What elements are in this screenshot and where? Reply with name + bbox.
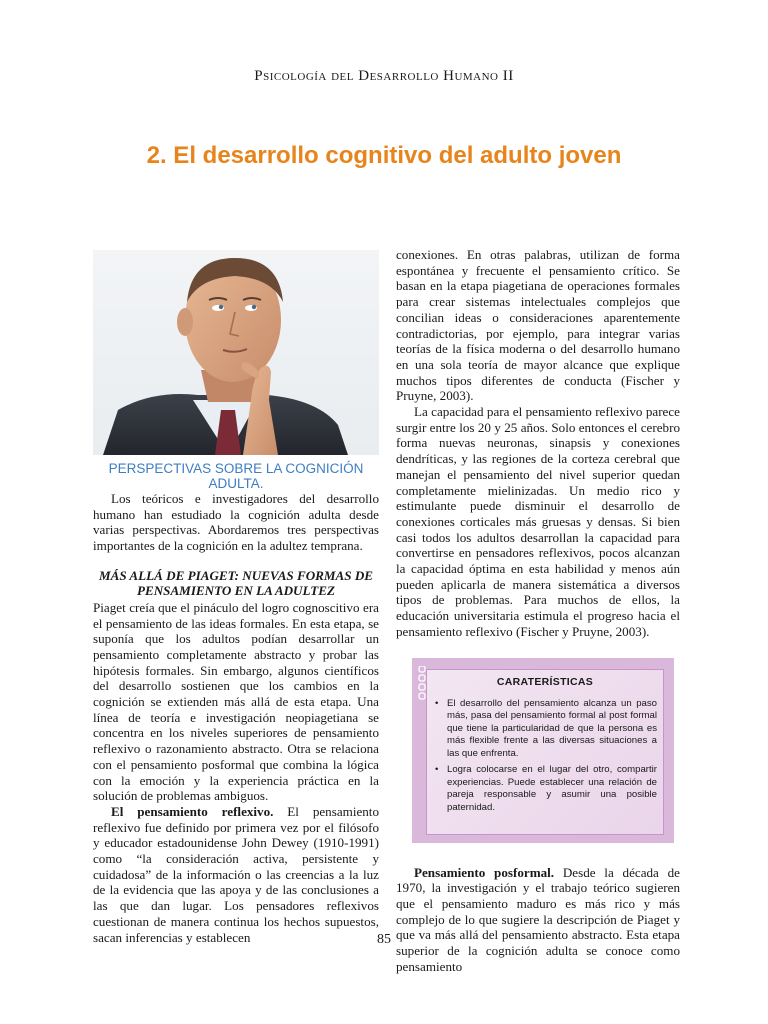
bullet-icon: •	[435, 697, 439, 709]
reflexive-text: El pensamiento reflexivo fue definido por primera vez por el filósofo y educador estadounidense John Dewey (1910-1991) como “la consideración activa, persistente y cuidadosa” de la información o las creencias a la luz de la evidencia que las apoya y de las conclusiones a las que dan lugar. Los pensadores reflexivos cuestionan de manera continua los hechos supuestos, sacan inferencias y establecen	[93, 803, 379, 945]
man-thinking-illustration	[93, 250, 379, 455]
intro-paragraph: Los teóricos e investigadores del desarrollo humano han estudiado la cognición adulta desde varias perspectivas. Abordaremos tres perspectivas importantes de la cognición en la adultez temprana.	[93, 491, 379, 554]
decorative-chain-icon	[418, 666, 426, 706]
subheading: MÁS ALLÁ DE PIAGET: NUEVAS FORMAS DE PENSAMIENTO EN LA ADULTEZ	[98, 567, 374, 598]
list-item-text: El desarrollo del pensamiento alcanza un paso más, pasa del pensamiento formal al post formal que tiene la particularidad de que la persona es más flexible frente a las diversas situaciones a las que enfrenta.	[447, 697, 657, 759]
list-item-text: Logra colocarse en el lugar del otro, compartir experiencias. Puede establecer una relación de pareja responsable y asumir una posible paternidad.	[447, 764, 657, 813]
section-heading: PERSPECTIVAS SOBRE LA COGNICIÓN ADULTA.	[108, 461, 364, 491]
characteristics-box-inner	[426, 669, 664, 835]
running-header: Psicología del Desarrollo Humano II	[254, 68, 514, 84]
reflexive-paragraph	[93, 804, 379, 945]
postformal-text: Desde la década de 1970, la investigación y el trabajo teórico sugieren que el pensamiento maduro es más rico y más complejo de lo que sugiere la descripción de Piaget y que va más allá del pensamiento abstracto. Esta etapa superior de la cognición adulta se conoce como pensamiento	[396, 864, 680, 974]
right-column	[396, 247, 680, 975]
box-title: CARATERÍSTICAS	[496, 675, 594, 688]
characteristics-list	[433, 698, 657, 815]
list-item	[433, 764, 657, 814]
man-thinking-photo	[93, 250, 379, 455]
list-item	[433, 698, 657, 761]
left-column	[93, 250, 379, 945]
characteristics-box	[412, 658, 674, 843]
postformal-label: Pensamiento posformal.	[414, 864, 555, 880]
reflexive-age-paragraph: La capacidad para el pensamiento reflexivo parece surgir entre los 20 y 25 años. Solo entonces el cerebro forma nuevas neuronas, sinapsis y conexiones dendríticas, y las regiones de la corteza cerebral que manejan el pensamiento del nivel superior quedan completamente mielinizadas. Un medio rico y estimulante puede disminuir el desarrollo de conexiones corticales más gruesas y densas. Si bien casi todos los adultos desarrollan la capacidad para convertirse en pensadores reflexivos, pocos alcanzan la capacidad óptima en esta habilidad y menos aún pueden aplicarla de manera sistemática a diversos tipos de problemas. Para muchos de ellos, la educación universitaria estimula el progreso hacia el pensamiento reflexivo (Fischer y Pruyne, 2003).	[396, 404, 680, 639]
page-number: 85	[377, 932, 391, 947]
postformal-paragraph	[396, 865, 680, 975]
chapter-title: 2. El desarrollo cognitivo del adulto joven	[146, 142, 622, 169]
continuation-paragraph: conexiones. En otras palabras, utilizan de forma espontánea y frecuente el pensamiento crítico. Se basan en la etapa piagetiana de operaciones formales para crear sistemas intelectuales complejos que concilian ideas o consideraciones aparentemente contradictorias, por ejemplo, para integrar varias teorías de la física moderna o del desarrollo humano en una sola teoría de mayor alcance que explique muchos tipos diferentes de conducta (Fischer y Pruyne, 2003).	[396, 247, 680, 404]
bullet-icon: •	[435, 764, 439, 776]
reflexive-label: El pensamiento reflexivo.	[111, 803, 274, 819]
piaget-paragraph: Piaget creía que el pináculo del logro cognoscitivo era el pensamiento de las ideas formales. En esta etapa, se suponía que los adultos podían desarrollar un pensamiento completamente abstracto y probar las hipótesis formales. Sin embargo, algunos científicos del desarrollo sostienen que los cambios en la cognición se extienden más allá de esta etapa. Una línea de teoría e investigación neopiagetiana se concentra en los niveles superiores de pensamiento reflexivo o razonamiento abstracto. Otra se relaciona con el pensamiento posformal que combina la lógica con la emoción y la experiencia práctica en la solución de problemas ambiguos.	[93, 599, 379, 804]
